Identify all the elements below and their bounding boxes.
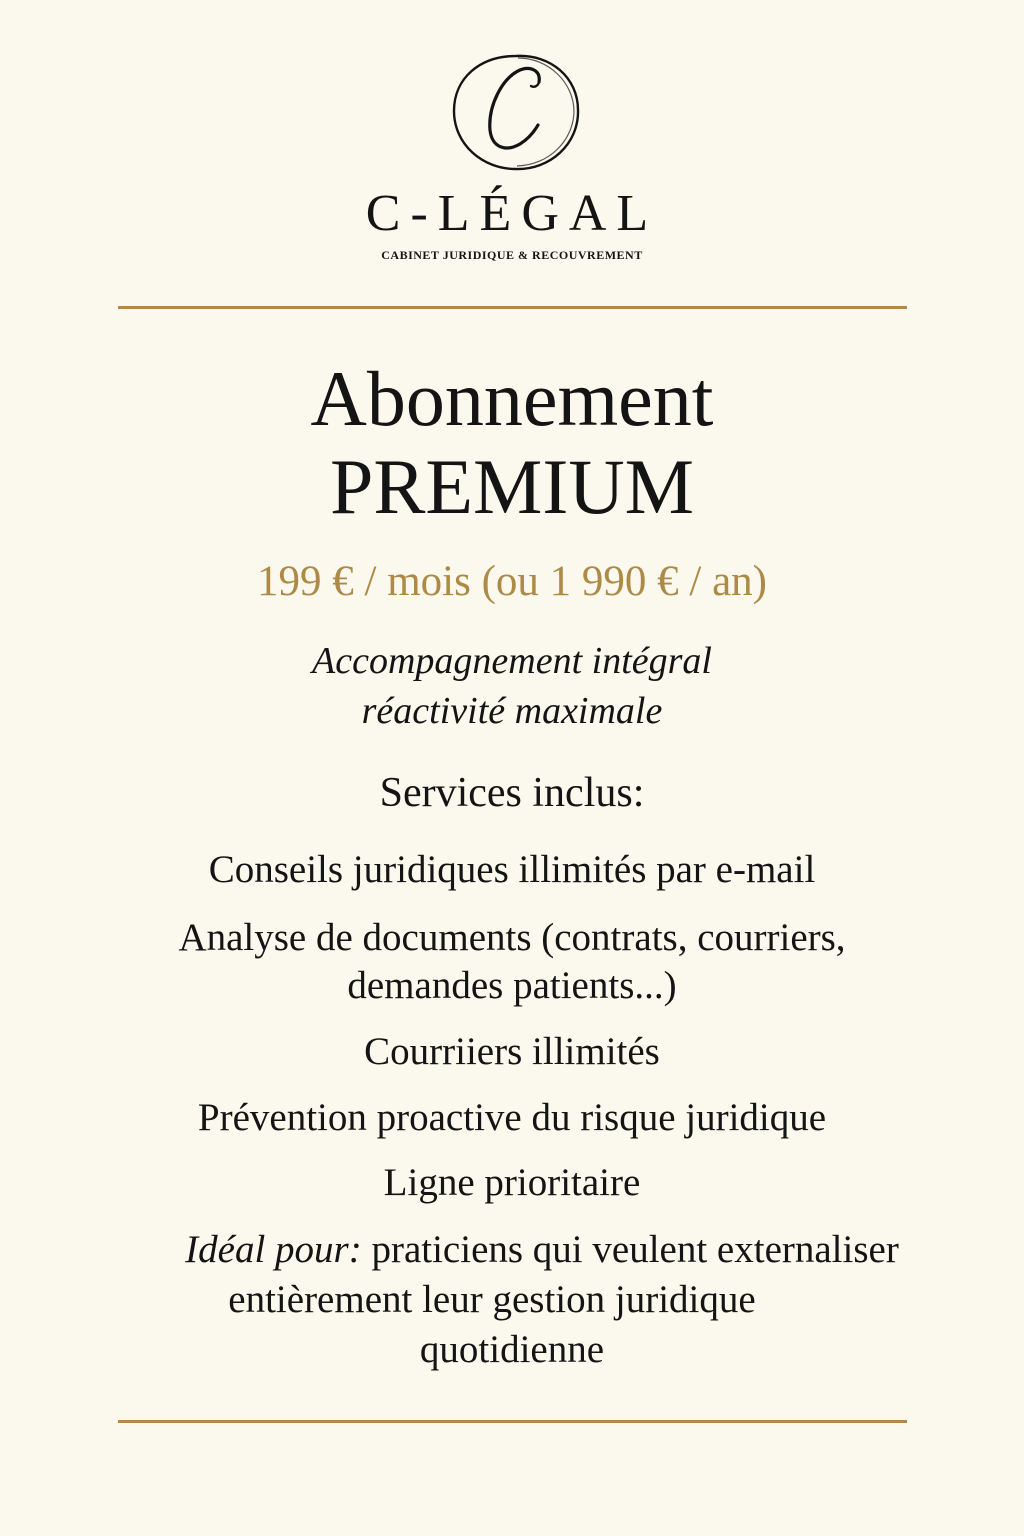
- ideal-for-text: praticiens qui veulent externaliser: [361, 1228, 899, 1271]
- offer-price: 199 € / mois (ou 1 990 € / an): [257, 558, 767, 605]
- offer-title-line1: Abonnement: [310, 355, 714, 442]
- service-item: Courriiers illimités: [364, 1030, 660, 1073]
- service-item: Prévention proactive du risque juridique: [197, 1096, 827, 1139]
- offer-title-line2: PREMIUM: [329, 443, 695, 530]
- service-item-continued: demandes patients...): [347, 964, 677, 1007]
- offer-tagline-line2: réactivité maximale: [361, 690, 663, 732]
- service-item: Ligne prioritaire: [383, 1161, 641, 1204]
- ideal-for-line1: [0, 1230, 1024, 1269]
- top-divider: [118, 306, 907, 309]
- service-item: Conseils juridiques illimités par e-mail: [208, 848, 816, 891]
- services-heading: Services inclus:: [379, 770, 645, 816]
- offer-tagline-line1: Accompagnement intégral: [312, 640, 712, 682]
- brand-name: C-LÉGAL: [365, 185, 659, 242]
- bottom-divider: [118, 1420, 907, 1423]
- ideal-for-label: Idéal pour:: [185, 1228, 362, 1271]
- service-item: Analyse de documents (contrats, courriers,: [178, 916, 846, 959]
- brand-logo-icon: [446, 48, 586, 178]
- ideal-for-line3: quotidienne: [419, 1328, 605, 1371]
- brand-tagline: CABINET JURIDIQUE & RECOUVREMENT: [381, 248, 643, 262]
- ideal-for-line2: entièrement leur gestion juridique: [228, 1278, 756, 1321]
